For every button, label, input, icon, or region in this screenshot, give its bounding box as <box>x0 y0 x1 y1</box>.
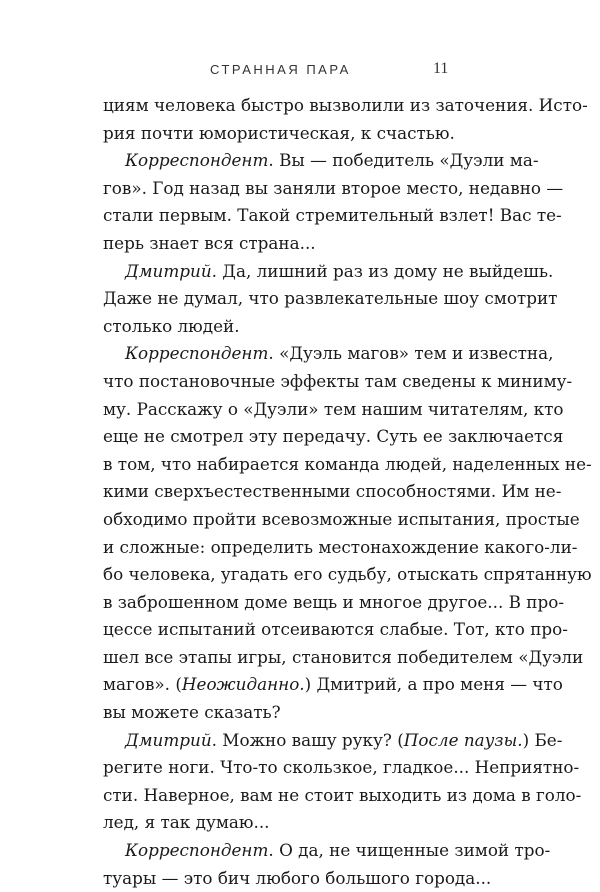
text-run: еще не смотрел эту передачу. Суть ее заключается <box>103 426 564 447</box>
page-number: 11 <box>433 60 449 77</box>
text-line <box>103 175 564 203</box>
text-line <box>103 147 539 175</box>
text-line <box>103 120 495 148</box>
text-run: рия почти юмористическая, к счастью. <box>103 122 455 143</box>
text-run: что постановочные эффекты там сведены к миниму- <box>103 370 573 391</box>
text-run: и сложные: определить местонахождение какого-ли- <box>103 536 578 557</box>
text-run: магов». ( <box>103 674 182 695</box>
text-line <box>103 258 554 286</box>
text-run: регите ноги. Что-то скользкое, гладкое... Неприятно- <box>103 757 580 778</box>
text-line <box>103 589 564 617</box>
text-line <box>103 313 495 341</box>
speaker-name: Корреспондент <box>125 840 269 861</box>
text-run: ) Бе- <box>522 729 563 750</box>
text-run: вы можете сказать? <box>103 702 281 723</box>
text-line <box>103 616 568 644</box>
text-line <box>103 285 558 313</box>
text-line <box>103 230 495 258</box>
text-run: циям человека быстро вызволили из заточения. Исто- <box>103 95 588 115</box>
stage-direction: Неожиданно. <box>181 674 305 695</box>
speaker-name: Дмитрий <box>125 260 212 281</box>
text-run: бо человека, угадать его судьбу, отыскать спрятанную <box>103 564 592 585</box>
text-line <box>103 478 562 506</box>
text-line <box>103 340 554 368</box>
speaker-name: Корреспондент <box>125 343 269 364</box>
speaker-name: Дмитрий <box>125 729 212 750</box>
text-run: сти. Наверное, вам не стоит выходить из дома в голо- <box>103 784 582 805</box>
text-run: гов». Год назад вы заняли второе место, недавно — <box>103 177 564 198</box>
text-line <box>103 754 580 782</box>
text-line <box>103 671 563 699</box>
text-line <box>103 202 562 230</box>
text-run: . Вы — победитель «Дуэли ма- <box>268 150 539 171</box>
text-line <box>103 396 564 424</box>
text-run: шел все этапы игры, становится победителем «Дуэли <box>103 646 584 667</box>
body-text <box>103 92 592 892</box>
running-title: СТРАННАЯ ПАРА <box>210 62 351 77</box>
text-run: стали первым. Такой стремительный взлет! Вас те- <box>103 205 562 226</box>
text-line <box>103 451 592 479</box>
text-line <box>103 865 495 892</box>
text-run: кими сверхъестественными способностями. Им не- <box>103 481 562 502</box>
text-run: перь знает вся страна... <box>103 232 316 253</box>
text-line <box>103 368 573 396</box>
text-run: обходимо пройти всевозможные испытания, простые <box>103 508 580 529</box>
text-line <box>103 837 551 865</box>
text-run: ) Дмитрий, а про меня — что <box>304 674 563 695</box>
text-run: . О да, не чищенные зимой тро- <box>268 840 551 861</box>
text-run: лед, я так думаю... <box>103 812 270 833</box>
stage-direction: После паузы. <box>403 729 523 750</box>
text-line <box>103 92 588 120</box>
text-line <box>103 506 580 534</box>
text-run: Даже не думал, что развлекательные шоу смотрит <box>103 288 558 309</box>
text-line <box>103 534 578 562</box>
text-run: му. Расскажу о «Дуэли» тем нашим читателям, кто <box>103 398 564 419</box>
text-line <box>103 423 564 451</box>
text-line <box>103 809 495 837</box>
speaker-name: Корреспондент <box>125 150 269 171</box>
text-line <box>103 727 563 755</box>
text-run: цессе испытаний отсеиваются слабые. Тот, кто про- <box>103 619 568 640</box>
text-run: . Да, лишний раз из дому не выйдешь. <box>211 260 554 281</box>
text-run: туары — это бич любого большого города... <box>103 867 492 888</box>
text-run: в заброшенном доме вещь и многое другое... В про- <box>103 591 564 612</box>
text-run: столько людей. <box>103 315 240 336</box>
text-run: . «Дуэль магов» тем и известна, <box>268 343 554 364</box>
text-line <box>103 644 584 672</box>
text-line <box>103 561 592 589</box>
text-line <box>103 699 495 727</box>
text-run: . Можно вашу руку? ( <box>211 729 404 750</box>
text-run: в том, что набирается команда людей, наделенных не- <box>103 453 592 474</box>
text-line <box>103 782 582 810</box>
